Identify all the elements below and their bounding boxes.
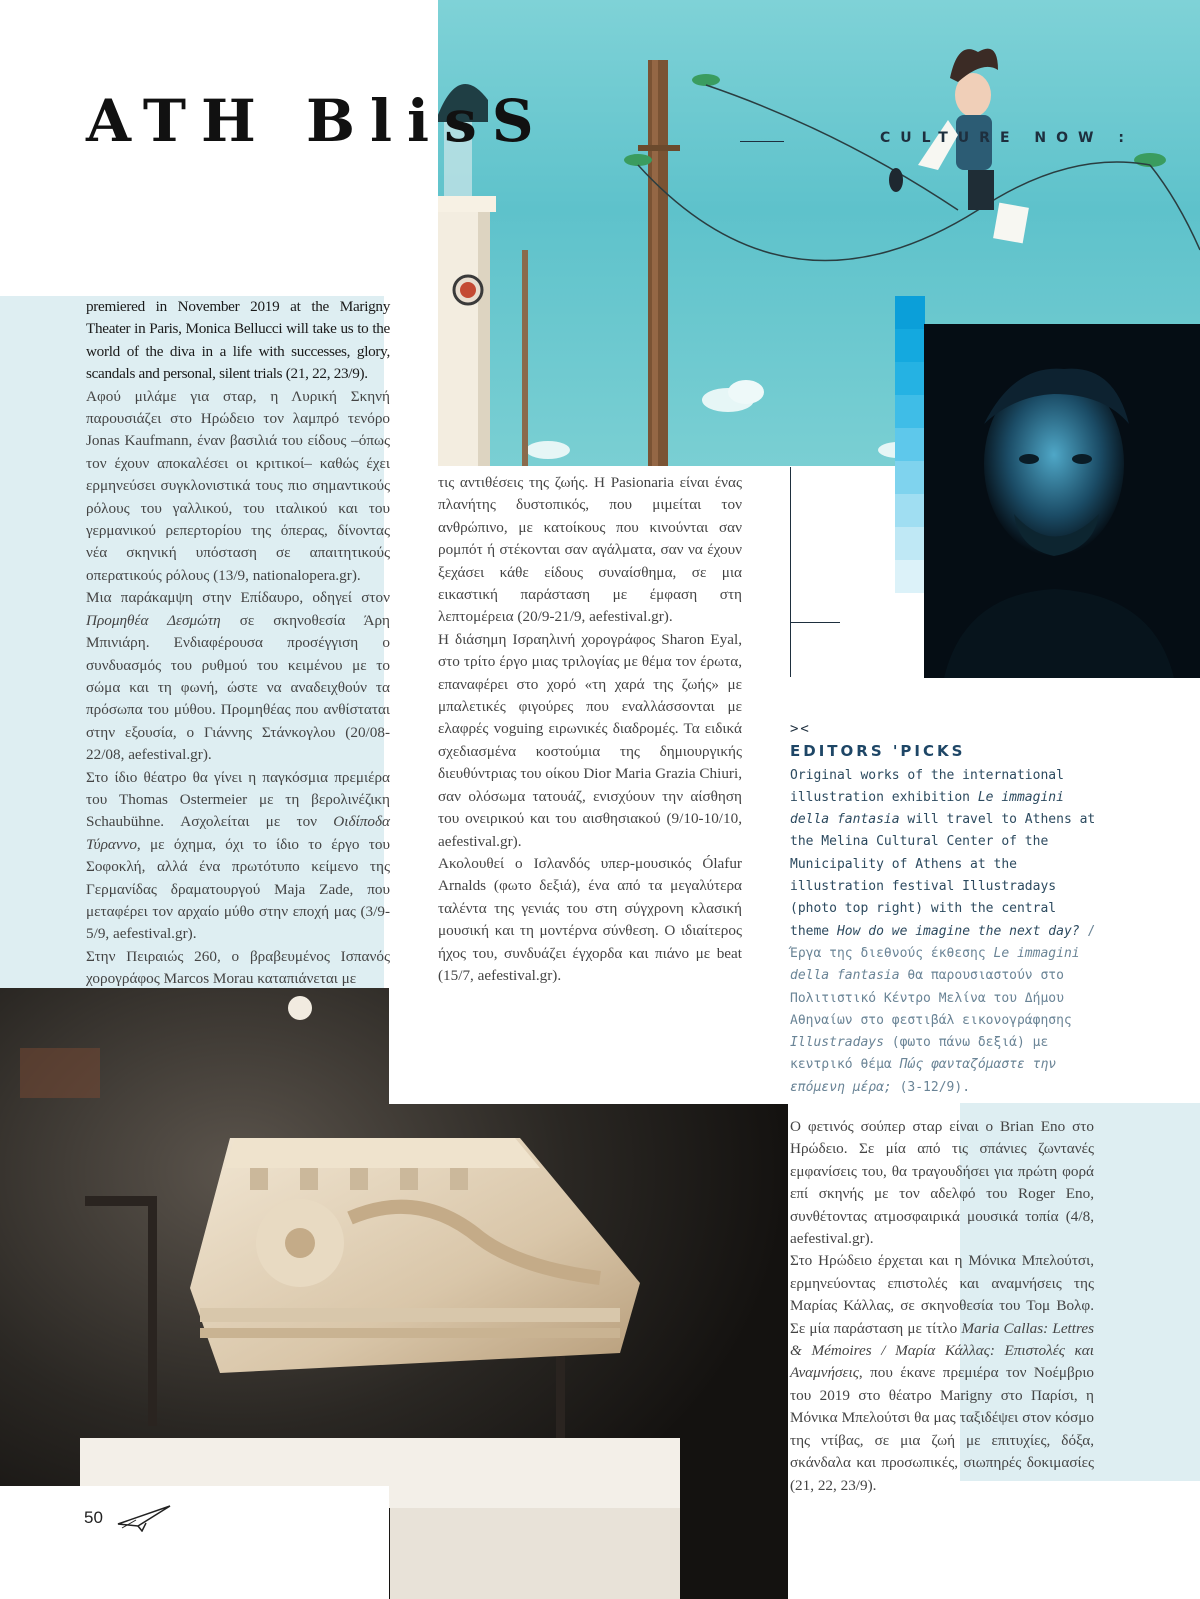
accent-strip <box>895 494 925 527</box>
accent-strip <box>895 560 925 593</box>
page-background <box>389 988 789 1104</box>
paragraph: Στο Ηρώδειο έρχεται και η Μόνικα Μπελούτσι, ερμηνεύοντας επιστολές και αναμνήσεις της Μαρίας Κάλλας, σε σκηνοθεσία του Τομ Βολφ. Σε μία παράσταση με τίτλο Maria Callas: Lettres & Mémoires / Μαρία Κάλλας: Επιστολές και Αναμνήσεις, που έκανε πρεμιέρα τον Νοέμβριο του 2019 στο θέατρο Marigny στο Παρίσι, η Μόνικα Μπελούτσι θα μας ταξιδέψει στον κόσμο της ντίβας, σε μια ζωή με επιτυχίες, δόξα, σκάνδαλα και προσωπικές, σιωπηρές δοκιμασίες (21, 22, 23/9). <box>790 1252 1094 1494</box>
accent-strip <box>895 395 925 428</box>
accent-strip <box>895 527 925 560</box>
horizontal-rule <box>790 622 840 623</box>
accent-strip <box>895 362 925 395</box>
paper-plane-icon <box>116 1502 172 1537</box>
article-column-3 <box>790 1116 1094 1497</box>
paragraph: Στο ίδιο θέατρο θα γίνει η παγκόσμια πρεμιέρα του Thomas Ostermeier με τη βερολινέζικη Schaubühne. Ασχολείται με τον Οιδίποδα Τύραννο, με όχημα, όχι το ίδιο το έργο του Σοφοκλή, αλλά ένα πρωτότυπο κείμενο της Γερμανίδας δραματουργού Maja Zade, που μεταφέρει τον αρχαίο μύθο στην εποχή μας (3/9-5/9, aefestival.gr). <box>86 768 390 943</box>
section-label: CULTURE NOW : <box>880 130 1134 146</box>
editors-picks-title: EDITORS 'PICKS <box>790 742 966 761</box>
page-number: 50 <box>84 1508 103 1527</box>
portrait-photo <box>924 324 1200 678</box>
accent-strip <box>895 461 925 494</box>
paragraph: Η διάσημη Ισραηλινή χορογράφος Sharon Eyal, στο τρίτο έργο μιας τριλογίας με θέμα τον έρωτα, επαναφέρει στο χορό «τη χαρά της ζωής» με μπαλετικές φιγούρες που εναλλάσσονται με ελαφρές voguing ειρωνικές διαδρομές. Τα ειδικά σχεδιασμένα κοστούμια της δημιουργικής διευθύντριας του οίκου Dior Maria Grazia Chiuri, σαν ολόσωμα τατουάζ, ενισχύουν την αίσθηση του ονειρικού και του αισθησιακού (9/10-10/10, aefestival.gr). <box>438 630 742 850</box>
article-column-1 <box>86 296 390 991</box>
arrows-icon: >< <box>790 721 811 737</box>
magazine-masthead: ATH BlisS <box>86 87 549 155</box>
editors-picks-box <box>790 718 1100 1099</box>
paragraph: Ο φετινός σούπερ σταρ είναι ο Brian Eno στο Ηρώδειο. Σε μία από τις σπάνιες ζωντανές εμφανίσεις του, θα τραγουδήσει για πρώτη φορά επί σκηνής με τον αδελφό του Roger Eno, συνθέτοντας ατμοσφαιρικά μουσικά τοπία (4/8, aefestival.gr). <box>790 1118 1094 1248</box>
header-rule <box>740 141 784 142</box>
page-background <box>0 1486 389 1599</box>
editors-picks-text: Original works of the international illustration exhibition Le immagini della fantasia will travel to Athens at the Melina Cultural Center of the Municipality of Athens at the illustration festival Illustradays (photo top right) with the central theme How do we imagine the next day? / Έργα της διεθνούς έκθεσης Le immagini della fantasia θα παρουσιαστούν στο Πολιτιστικό Κέντρο Μελίνα του Δήμου Αθηναίων στο φεστιβάλ εικονογράφησης Illustradays (φωτο πάνω δεξιά) με κεντρικό θέμα Πώς φανταζόμαστε την επόμενη μέρα; (3-12/9). <box>790 767 1096 1095</box>
paragraph: Μια παράκαμψη στην Επίδαυρο, οδηγεί στον Προμηθέα Δεσμώτη σε σκηνοθεσία Άρη Μπινιάρη. Ενδιαφέρουσα προσέγγιση ο συνδυασμός του ρυθμού του κειμένου με το σώμα και τη φωνή, ώστε να αναδειχθούν τα πρόσωπα του μύθου. Προμηθέας που ανθίσταται στην εξουσία, ο Γιάννης Στάνκογλου (20/08-22/08, aefestival.gr). <box>86 589 391 764</box>
accent-strip <box>895 296 925 329</box>
accent-strip <box>895 428 925 461</box>
article-column-2 <box>438 472 742 987</box>
vertical-rule <box>790 467 791 677</box>
paragraph: Αφού μιλάμε για σταρ, η Λυρική Σκηνή παρουσιάζει στο Ηρώδειο τον λαμπρό τενόρο Jonas Kaufmann, έναν βασιλιά του είδους –όπως τον έχουν αποκαλέσει οι κριτικοί– καθώς έχει ερμηνεύσει συγκλονιστικά τους πιο σημαντικούς ρόλους του γαλλικού, του ιταλικού και του γερμανικού ρεπερτορίου της όπερας, δίνοντας νέα σκηνική υπόσταση σε απαιτητικούς οπερατικούς ρόλους (13/9, nationalopera.gr). <box>86 387 390 584</box>
paragraph: Στην Πειραιώς 260, ο βραβευμένος Ισπανός χορογράφος Marcos Morau καταπιάνεται με <box>86 947 390 988</box>
paragraph: τις αντιθέσεις της ζωής. Η Pasionaria είναι ένας πλανήτης δυστοπικός, που μιμείται τον ανθρώπινο, με κατοίκους που κινούνται σαν ρομπότ ή στέκονται σαν αγάλματα, σαν να έχουν ξεχάσει κάθε είδους συναίσθημα, σε μια εικαστική παράσταση με έμφαση στη λεπτομέρεια (20/9-21/9, aefestival.gr). <box>438 474 742 626</box>
paragraph: premiered in November 2019 at the Marigny Theater in Paris, Monica Bellucci will take us to the world of the diva in a life with successes, glory, scandals and personal, silent trials (21, 22, 23/9). <box>86 298 390 383</box>
accent-strip <box>895 329 925 362</box>
paragraph: Ακολουθεί ο Ισλανδός υπερ-μουσικός Ólafur Arnalds (φωτο δεξιά), ένα από τα μεγαλύτερα ταλέντα της γενιάς του στη σύγχρονη κλασική μουσική και τη μοντέρνα σύνθεση. Ο ιδιαίτερος ήχος του, συνδυάζει έγχορδα και πιάνο με beat (15/7, aefestival.gr). <box>438 854 742 984</box>
